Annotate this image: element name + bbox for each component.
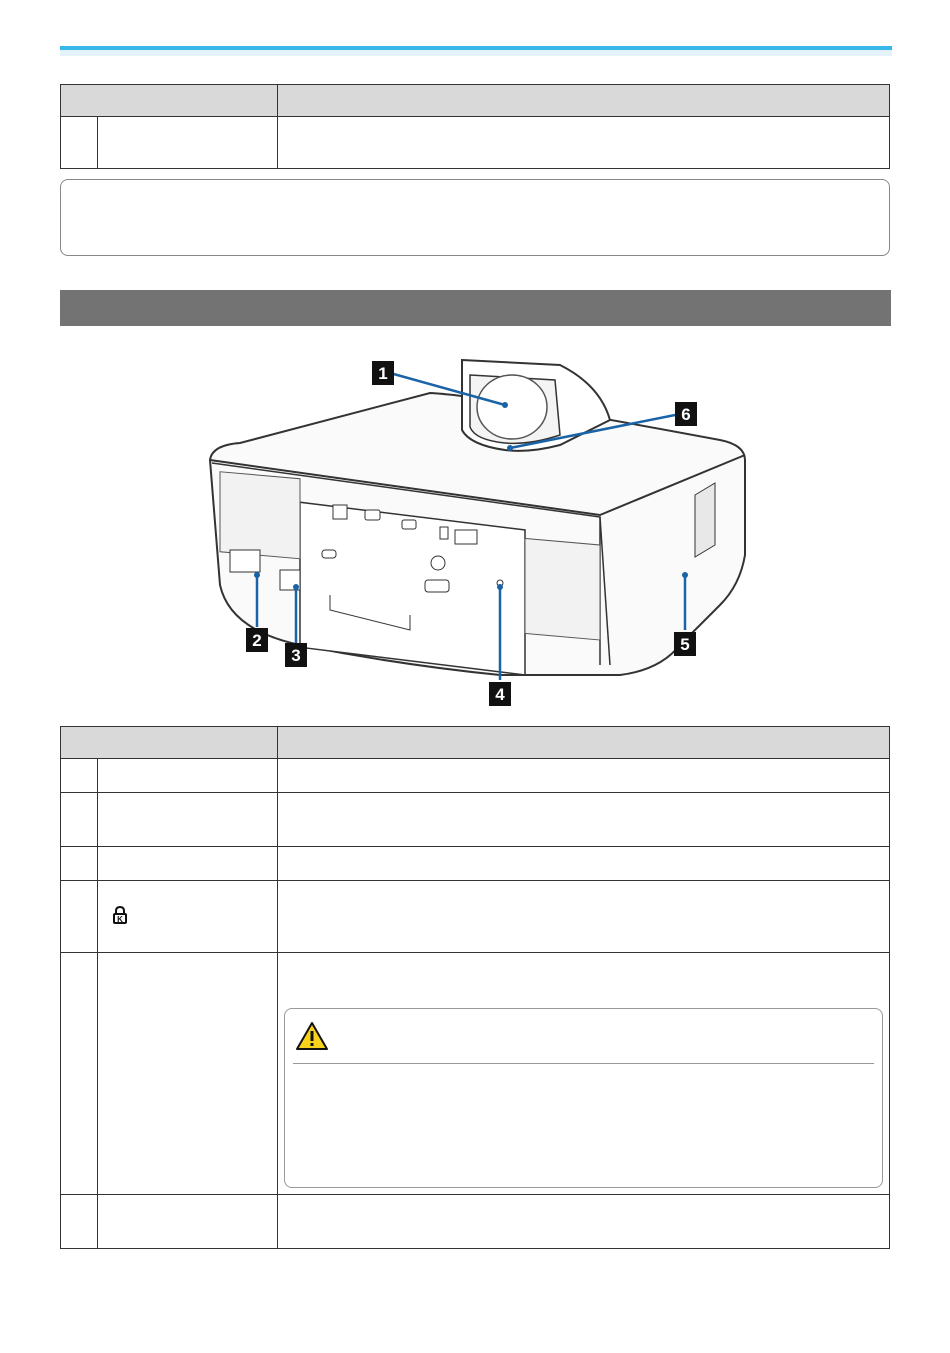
callout-3	[285, 643, 307, 667]
row-name	[98, 117, 278, 169]
header-rule-shadow	[60, 50, 892, 56]
table-row	[61, 881, 890, 953]
kensington-lock-icon	[112, 906, 128, 924]
callout-label: 1	[378, 364, 388, 383]
row-name	[98, 759, 278, 793]
callout-1	[372, 361, 394, 385]
section-heading-bar	[60, 290, 891, 326]
callout-5	[674, 632, 696, 656]
callout-label: 4	[495, 685, 505, 704]
table-row	[61, 1195, 890, 1249]
projector-rear-figure	[200, 345, 760, 710]
svg-text:K: K	[117, 915, 123, 924]
row-number	[61, 847, 98, 881]
callout-label: 5	[680, 635, 690, 654]
spec-table-rear	[60, 726, 890, 1249]
caution-divider	[293, 1063, 874, 1064]
row-name	[98, 881, 278, 953]
callout-6	[675, 402, 697, 426]
table-header-function	[278, 727, 890, 759]
projector-illustration	[200, 345, 760, 710]
row-number	[61, 1195, 98, 1249]
row-function	[278, 847, 890, 881]
row-name	[98, 953, 278, 1195]
row-function	[278, 881, 890, 953]
row-function	[278, 953, 890, 1195]
row-function	[278, 759, 890, 793]
callout-label: 3	[291, 646, 301, 665]
callout-4	[489, 682, 511, 706]
table-header-function	[278, 85, 890, 117]
table-row	[61, 117, 890, 169]
callout-label: 6	[681, 405, 691, 424]
row-function	[278, 1195, 890, 1249]
callout-2	[246, 628, 268, 652]
row-function	[278, 793, 890, 847]
warning-triangle-icon	[295, 1021, 329, 1051]
row-number	[61, 881, 98, 953]
callout-label: 2	[252, 631, 262, 650]
spec-table-top	[60, 84, 890, 169]
table-row	[61, 793, 890, 847]
table-header-name	[61, 85, 278, 117]
note-box	[60, 179, 890, 256]
row-number	[61, 793, 98, 847]
table-row	[61, 759, 890, 793]
caution-box	[284, 1008, 883, 1188]
table-header-name	[61, 727, 278, 759]
row-function	[278, 117, 890, 169]
row-number	[61, 117, 98, 169]
table-row	[61, 953, 890, 1195]
row-name	[98, 847, 278, 881]
row-name	[98, 1195, 278, 1249]
row-number	[61, 759, 98, 793]
table-row	[61, 847, 890, 881]
row-name	[98, 793, 278, 847]
row-number	[61, 953, 98, 1195]
